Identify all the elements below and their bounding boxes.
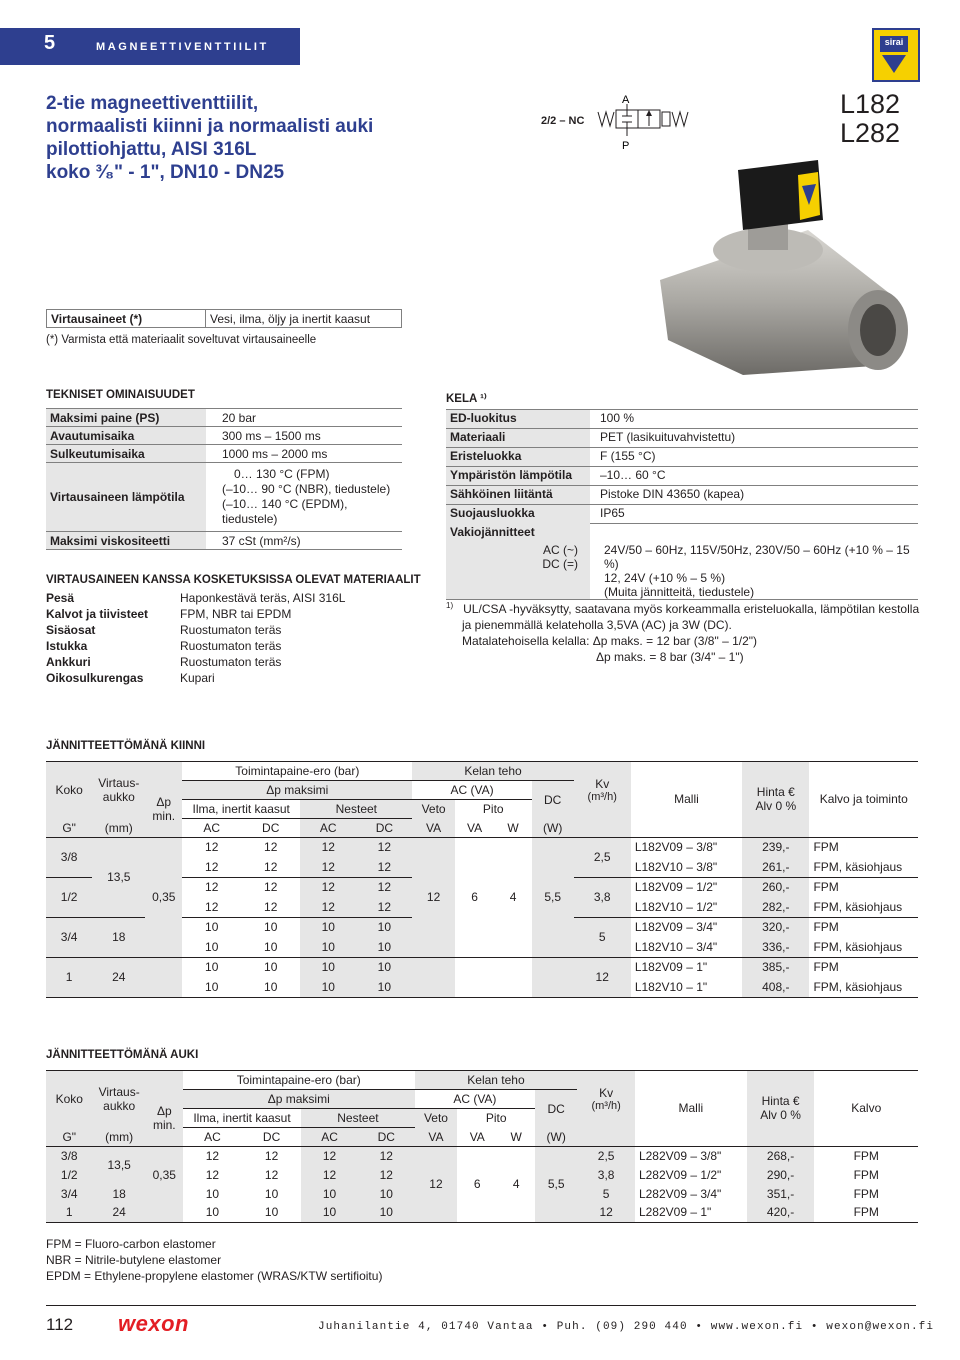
kalvo-cell: FPM	[813, 920, 839, 935]
kv-cell: 3,8	[574, 877, 631, 917]
coil-label: Materiaali	[446, 429, 590, 448]
price-cell: 351,-	[747, 1184, 815, 1203]
voltage-label-cell	[446, 521, 590, 600]
p-cell: 12	[358, 1165, 415, 1184]
voltage-dc-value: 12, 24V (+10 % – 5 %)	[604, 571, 726, 585]
p-cell: 12	[301, 1146, 358, 1165]
voltage-note: (Muita jännitteitä, tiedustele)	[604, 585, 755, 599]
model-code-l182: L182	[840, 89, 901, 119]
tech-value-temperature	[206, 463, 402, 532]
unit-ac: AC	[301, 1128, 358, 1147]
materials-list	[46, 591, 345, 687]
material-row	[46, 607, 345, 623]
hdr-ilma: Ilma, inertit kaasut	[182, 800, 300, 819]
hdr-alv-label: Alv 0 %	[755, 799, 797, 814]
kalvo-cell: FPM, käsiohjaus	[813, 979, 903, 994]
material-label: Kalvot ja tiivisteet	[46, 607, 149, 621]
coil-label: Suojausluokka	[446, 505, 590, 524]
unit-va: VA	[412, 819, 454, 838]
model-cell: L182V10 – 3/8"	[634, 859, 718, 874]
tech-value: 1000 ms – 2000 ms	[206, 445, 402, 463]
p-cell: 10	[205, 979, 219, 994]
tech-label: Avautumisaika	[46, 427, 206, 445]
hdr-malli: Malli	[678, 1101, 704, 1116]
footnote-line: Δp maks. = 8 bar (3/4" – 1")	[596, 650, 744, 664]
wexon-logo: wexon	[118, 1311, 189, 1336]
material-row	[46, 671, 345, 687]
kv-cell: 2,5	[577, 1146, 635, 1165]
coil-value: –10… 60 °C	[590, 467, 918, 486]
hdr-kv	[577, 1071, 635, 1128]
tech-title: TEKNISET OMINAISUUDET	[46, 389, 195, 401]
kalvo-cell: FPM	[813, 960, 839, 975]
price-cell: 260,-	[742, 877, 809, 897]
bore-cell: 24	[93, 1203, 146, 1222]
coil-value: 100 %	[590, 410, 918, 429]
voltage-ac-value: 24V/50 – 60Hz, 115V/50Hz, 230V/50 – 60Hz (+10 % – 15 %)	[604, 543, 910, 571]
coil-label: Eristeluokka	[446, 448, 590, 467]
model-cell: L282V09 – 3/8"	[638, 1148, 722, 1163]
hdr-ilma: Ilma, inertit kaasut	[183, 1109, 301, 1128]
p-cell: 12	[356, 857, 412, 877]
coil-label: Ympäristön lämpötila	[446, 467, 590, 486]
material-label: Oikosulkurengas	[46, 671, 144, 685]
material-row	[46, 623, 345, 639]
coil-dc-cell: 5,5	[532, 837, 574, 957]
unit-w: (W)	[535, 1128, 577, 1147]
unit-dc: DC	[358, 1128, 415, 1147]
size-cell: 3/8	[46, 1146, 93, 1165]
hdr-dc: DC	[532, 781, 574, 819]
price-cell: 408,-	[742, 977, 809, 997]
p-cell: 12	[358, 1146, 415, 1165]
section-title: MAGNEETTIVENTTIILIT	[96, 41, 269, 53]
no-product-table	[46, 1070, 918, 1223]
hdr-kv-label: Kv	[595, 777, 610, 792]
kv-cell: 3,8	[577, 1165, 635, 1184]
model-cell: L282V09 – 3/4"	[638, 1186, 722, 1201]
p-cell: 12	[264, 899, 278, 914]
coil-veto-cell: 12	[415, 1146, 458, 1222]
hdr-kv-label: Kv	[599, 1086, 614, 1101]
size-cell: 1/2	[46, 1165, 93, 1184]
kalvo-cell: FPM	[853, 1148, 879, 1163]
material-label: Istukka	[46, 639, 88, 653]
unit-w: W	[507, 820, 519, 835]
material-value: Ruostumaton teräs	[180, 639, 282, 653]
hdr-kalvo: Kalvo	[851, 1101, 882, 1116]
unit-w: W	[510, 1129, 522, 1144]
hdr-hinta	[747, 1071, 815, 1147]
unit-va: VA	[415, 1128, 458, 1147]
p-cell: 12	[264, 1167, 279, 1182]
hdr-malli: Malli	[674, 792, 699, 807]
hdr-veto: Veto	[412, 800, 454, 819]
p-cell: 10	[205, 939, 219, 954]
p-cell: 12	[356, 897, 412, 917]
model-cell: L182V10 – 3/4"	[634, 939, 718, 954]
p-cell: 12	[205, 859, 219, 874]
unit-dc: DC	[356, 819, 412, 838]
hdr-dp-max: Δp maksimi	[182, 781, 412, 800]
price-cell: 420,-	[747, 1203, 815, 1222]
model-cell: L182V10 – 1"	[634, 979, 708, 994]
hdr-dp-min: Δp min.	[145, 762, 182, 838]
kalvo-cell: FPM	[853, 1205, 879, 1220]
tech-value: 37 cSt (mm²/s)	[206, 532, 402, 550]
coil-table	[446, 409, 918, 524]
model-cell: L282V09 – 1/2"	[638, 1167, 722, 1182]
bore-cell: 13,5	[93, 1146, 146, 1184]
coil-value: F (155 °C)	[590, 448, 918, 467]
material-row	[46, 655, 345, 671]
title-line: normaalisti kiinni ja normaalisti auki	[46, 116, 374, 137]
unit-ac: AC	[204, 1129, 221, 1144]
kv-cell: 12	[574, 957, 631, 997]
model-cell: L182V09 – 3/8"	[634, 840, 718, 855]
price-cell: 320,-	[742, 917, 809, 937]
model-code-l282: L282	[840, 118, 901, 148]
tech-label: Sulkeutumisaika	[46, 445, 206, 463]
p-cell: 12	[205, 1167, 220, 1182]
price-cell: 282,-	[742, 897, 809, 917]
bore-cell: 24	[92, 957, 145, 997]
hdr-toiminta: Toimintapaine-ero (bar)	[183, 1071, 415, 1090]
tech-label: Maksimi paine (PS)	[46, 409, 206, 427]
coil-pito-cell: 6	[471, 890, 478, 904]
p-cell: 12	[300, 857, 356, 877]
dp-min-cell: 0,35	[145, 837, 182, 957]
hdr-koko: Koko	[46, 762, 92, 819]
footnote-line: UL/CSA -hyväksytty, saatavana myös korkeammalla eristeluokalla, lämpötilan kestolla	[463, 602, 920, 616]
hdr-hinta-label: Hinta €	[756, 785, 795, 800]
p-cell: 12	[300, 837, 356, 857]
material-label: Sisäosat	[46, 623, 96, 637]
media-note: (*) Varmista että materiaalit soveltuvat virtausaineelle	[46, 334, 317, 346]
price-cell: 268,-	[747, 1146, 815, 1165]
coil-title: KELA ¹⁾	[446, 393, 487, 405]
kv-cell: 5	[577, 1184, 635, 1203]
unit-va: VA	[469, 1129, 485, 1144]
page-number: 112	[46, 1315, 74, 1334]
hdr-kalvo-toiminto: Kalvo ja toiminto	[819, 792, 908, 807]
temp-epdm: (–10… 140 °C (EPDM), tiedustele)	[222, 497, 348, 526]
bore-cell: 13,5	[92, 837, 145, 917]
size-cell: 1/2	[46, 877, 92, 917]
p-cell: 10	[301, 1203, 358, 1222]
p-cell: 12	[356, 837, 412, 857]
hdr-koko: Koko	[46, 1071, 93, 1128]
p-cell: 12	[264, 1148, 279, 1163]
model-cell: L182V09 – 1"	[634, 960, 708, 975]
footer-divider	[46, 1305, 916, 1306]
title-line: koko ³⁄₈" - 1", DN10 - DN25	[46, 162, 285, 183]
hdr-dp-min: Δp min.	[146, 1071, 183, 1147]
kv-cell: 2,5	[574, 837, 631, 877]
model-cell: L182V09 – 1/2"	[634, 880, 718, 895]
title-line: pilottiohjattu, AISI 316L	[46, 139, 257, 160]
coil-w-cell: 4	[512, 1177, 520, 1191]
material-label: Pesä	[46, 591, 75, 605]
media-label: Virtausaineet (*)	[47, 310, 206, 328]
p-cell: 10	[356, 977, 412, 997]
coil-value: IP65	[590, 505, 918, 524]
model-cell: L282V09 – 1"	[638, 1205, 712, 1220]
materials-title: VIRTAUSAINEEN KANSSA KOSKETUKSISSA OLEVAT MATERIAALIT	[46, 574, 421, 586]
port-p-label: P	[622, 140, 630, 152]
hdr-veto: Veto	[415, 1109, 458, 1128]
sirai-logo-text: sirai	[884, 37, 904, 47]
unit-w: (W)	[532, 819, 574, 838]
p-cell: 10	[300, 937, 356, 957]
price-cell: 290,-	[747, 1165, 815, 1184]
media-value: Vesi, ilma, öljy ja inertit kaasut	[206, 310, 402, 328]
p-cell: 10	[300, 957, 356, 977]
material-value: Kupari	[180, 671, 215, 685]
hdr-alv-label: Alv 0 %	[760, 1108, 801, 1123]
p-cell: 12	[205, 840, 219, 855]
size-cell: 3/8	[46, 837, 92, 877]
unit-va: VA	[466, 820, 483, 835]
kv-cell: 5	[574, 917, 631, 957]
p-cell: 10	[205, 1205, 220, 1220]
p-cell: 10	[264, 1205, 279, 1220]
p-cell: 12	[300, 877, 356, 897]
hdr-toiminta: Toimintapaine-ero (bar)	[182, 762, 412, 781]
p-cell: 12	[264, 859, 278, 874]
unit-mm: (mm)	[93, 1128, 146, 1147]
coil-pito-cell: 6	[473, 1177, 481, 1191]
legend-item: EPDM = Ethylene-propylene elastomer (WRAS/KTW sertifioitu)	[46, 1269, 383, 1283]
p-cell: 10	[264, 939, 278, 954]
price-cell: 261,-	[742, 857, 809, 877]
model-codes	[840, 90, 900, 148]
unit-dc: DC	[262, 1129, 281, 1144]
kalvo-cell: FPM	[813, 840, 839, 855]
port-a-label: A	[622, 94, 630, 106]
p-cell: 10	[205, 1186, 220, 1201]
unit-ac: AC	[203, 820, 221, 835]
hdr-dp-max: Δp maksimi	[183, 1090, 415, 1109]
unit-g: G"	[46, 819, 92, 838]
model-cell: L182V10 – 1/2"	[634, 899, 718, 914]
coil-footnote	[446, 598, 926, 665]
bore-cell: 18	[92, 917, 145, 957]
material-value: Haponkestävä teräs, AISI 316L	[180, 591, 346, 605]
p-cell: 10	[300, 977, 356, 997]
p-cell: 10	[356, 957, 412, 977]
hdr-pito: Pito	[482, 802, 504, 817]
unit-dc: DC	[262, 820, 280, 835]
hdr-kelan-teho: Kelan teho	[415, 1071, 578, 1090]
legend-item: FPM = Fluoro-carbon elastomer	[46, 1237, 216, 1251]
price-cell: 239,-	[742, 837, 809, 857]
sirai-logo-triangle	[882, 55, 906, 73]
footnote-marker: 1)	[446, 601, 454, 610]
hdr-ac-va: AC (VA)	[412, 781, 531, 800]
dp-min-cell: 0,35	[146, 1146, 183, 1203]
tech-table	[46, 408, 402, 550]
material-label: Ankkuri	[46, 655, 91, 669]
voltage-ac-label: AC (~)	[542, 543, 578, 557]
p-cell: 10	[205, 920, 219, 935]
p-cell: 12	[356, 877, 412, 897]
p-cell: 12	[205, 899, 219, 914]
voltage-label: Vakiojännitteet	[450, 525, 535, 539]
kalvo-cell: FPM, käsiohjaus	[813, 939, 903, 954]
hdr-kelan-teho: Kelan teho	[412, 762, 573, 781]
hdr-kv	[574, 762, 631, 819]
tech-label: Maksimi viskositeetti	[46, 532, 206, 550]
title-line: 2-tie magneettiventtiilit,	[46, 93, 259, 114]
p-cell: 10	[301, 1184, 358, 1203]
no-table-title: JÄNNITTEETTÖMÄNÄ AUKI	[46, 1049, 199, 1061]
size-cell: 3/4	[46, 1184, 93, 1203]
bore-cell: 18	[93, 1184, 146, 1203]
material-value: Ruostumaton teräs	[180, 655, 282, 669]
coil-label: Sähköinen liitäntä	[446, 486, 590, 505]
material-value: FPM, NBR tai EPDM	[180, 607, 292, 621]
material-row	[46, 639, 345, 655]
tech-value: 300 ms – 1500 ms	[206, 427, 402, 445]
size-cell: 3/4	[46, 917, 92, 957]
hdr-hinta	[742, 762, 809, 838]
kalvo-cell: FPM, käsiohjaus	[813, 859, 903, 874]
kv-cell: 12	[577, 1203, 635, 1222]
valve-symbol-label: 2/2 – NC	[541, 115, 585, 127]
coil-veto-cell: 12	[412, 837, 454, 957]
kalvo-cell: FPM	[853, 1167, 879, 1182]
media-table	[46, 309, 402, 328]
hdr-hinta-label: Hinta €	[761, 1094, 800, 1109]
price-cell: 385,-	[742, 957, 809, 977]
coil-value: PET (lasikuituvahvistettu)	[590, 429, 918, 448]
footnote-line: Matalatehoisella kelalla: Δp maks. = 12 bar (3/8" – 1/2")	[462, 634, 758, 648]
p-cell: 10	[205, 960, 219, 975]
p-cell: 12	[264, 880, 278, 895]
material-legend	[46, 1236, 382, 1284]
section-number: 5	[44, 32, 56, 54]
unit-g: G"	[46, 1128, 93, 1147]
page-title	[46, 92, 466, 184]
coil-w-cell: 4	[509, 890, 517, 904]
p-cell: 10	[358, 1184, 415, 1203]
p-cell: 10	[356, 937, 412, 957]
kalvo-cell: FPM, käsiohjaus	[813, 899, 903, 914]
hdr-nesteet: Nesteet	[301, 1109, 414, 1128]
p-cell: 12	[301, 1165, 358, 1184]
p-cell: 12	[300, 897, 356, 917]
p-cell: 12	[205, 880, 219, 895]
price-cell: 336,-	[742, 937, 809, 957]
temp-nbr: (–10… 90 °C (NBR), tiedustele)	[222, 482, 391, 496]
p-cell: 10	[264, 979, 278, 994]
hdr-kv-unit: (m³/h)	[591, 1100, 621, 1113]
hdr-virtausaukko: Virtaus-aukko	[92, 762, 145, 819]
voltage-dc-label: DC (=)	[542, 557, 578, 571]
material-value: Ruostumaton teräs	[180, 623, 282, 637]
hdr-nesteet: Nesteet	[300, 800, 412, 819]
nc-table-title: JÄNNITTEETTÖMÄNÄ KIINNI	[46, 740, 206, 752]
hdr-virtausaukko: Virtaus-aukko	[93, 1071, 146, 1128]
model-cell: L182V09 – 3/4"	[634, 920, 718, 935]
unit-mm: (mm)	[92, 819, 145, 838]
hdr-pito: Pito	[485, 1111, 507, 1126]
coil-dc-cell: 5,5	[535, 1146, 577, 1222]
hdr-ac-va: AC (VA)	[415, 1090, 535, 1109]
size-cell: 1	[46, 957, 92, 997]
kalvo-cell: FPM	[853, 1186, 879, 1201]
tech-label: Virtausaineen lämpötila	[46, 463, 206, 532]
p-cell: 10	[264, 920, 278, 935]
nc-product-table	[46, 761, 918, 998]
voltage-values	[590, 521, 918, 600]
hdr-kv-unit: (m³/h)	[587, 791, 617, 804]
valve-symbol-icon	[596, 90, 692, 152]
footnote-line: ja pienemmällä kelateholla 3,5VA (AC) ja 3W (DC).	[462, 618, 732, 632]
p-cell: 12	[205, 1148, 220, 1163]
p-cell: 10	[300, 917, 356, 937]
coil-voltage-table	[446, 521, 918, 600]
unit-ac: AC	[300, 819, 356, 838]
temp-fpm: 0… 130 °C (FPM)	[234, 467, 330, 481]
coil-value: Pistoke DIN 43650 (kapea)	[590, 486, 918, 505]
p-cell: 10	[356, 917, 412, 937]
hdr-dc: DC	[535, 1090, 577, 1128]
footer-contact: Juhanilantie 4, 01740 Vantaa • Puh. (09) 290 440 • www.wexon.fi • wexon@wexon.fi	[318, 1321, 935, 1333]
coil-label: ED-luokitus	[446, 410, 590, 429]
material-row	[46, 591, 345, 607]
tech-value: 20 bar	[206, 409, 402, 427]
kalvo-cell: FPM	[813, 880, 839, 895]
p-cell: 10	[264, 960, 278, 975]
legend-item: NBR = Nitrile-butylene elastomer	[46, 1253, 222, 1267]
size-cell: 1	[46, 1203, 93, 1222]
p-cell: 10	[264, 1186, 279, 1201]
valve-product-image	[648, 150, 918, 380]
p-cell: 10	[358, 1203, 415, 1222]
p-cell: 12	[264, 840, 278, 855]
